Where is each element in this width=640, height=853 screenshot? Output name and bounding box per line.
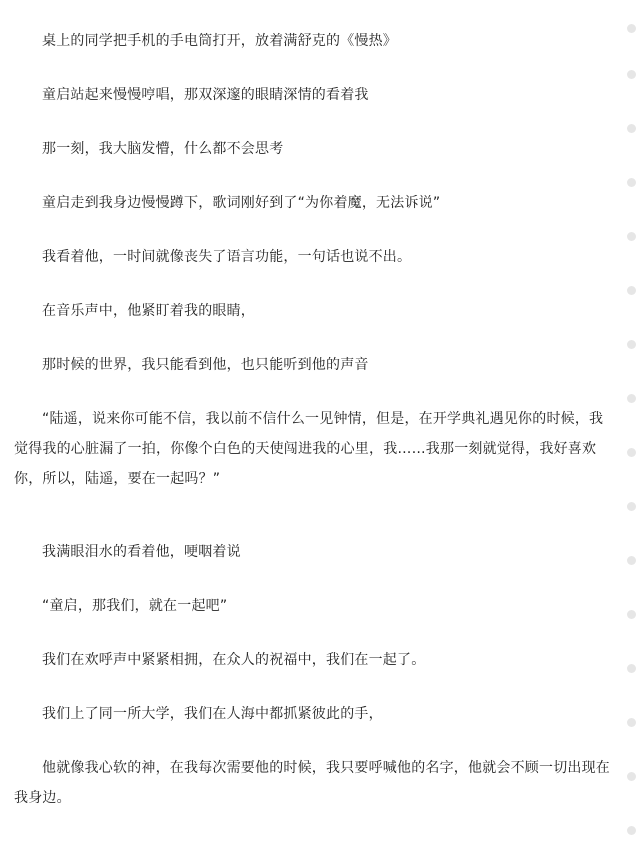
margin-dot xyxy=(627,178,636,187)
paragraph: 童启站起来慢慢哼唱，那双深邃的眼睛深情的看着我 xyxy=(42,87,369,103)
margin-dot xyxy=(627,718,636,727)
margin-dot xyxy=(627,24,636,33)
margin-dot xyxy=(627,286,636,295)
paragraph: 那一刻，我大脑发懵，什么都不会思考 xyxy=(42,141,284,157)
margin-dot xyxy=(627,124,636,133)
margin-dot xyxy=(627,772,636,781)
paragraph: 童启走到我身边慢慢蹲下，歌词刚好到了“为你着魔，无法诉说” xyxy=(42,195,441,211)
margin-dot xyxy=(627,70,636,79)
margin-dot xyxy=(627,664,636,673)
paragraph: 桌上的同学把手机的手电筒打开，放着满舒克的《慢热》 xyxy=(42,33,397,49)
margin-dot xyxy=(627,340,636,349)
margin-dot xyxy=(627,394,636,403)
paragraph: 我看着他，一时间就像丧失了语言功能，一句话也说不出。 xyxy=(42,249,412,265)
margin-dot xyxy=(627,502,636,511)
paragraph: “陆遥，说来你可能不信，我以前不信什么一见钟情，但是，在开学典礼遇见你的时候，我觉得我的心脏漏了一拍，你像个白色的天使闯进我的心里，我……我那一刻就觉得，我好喜欢你，所以，陆遥，要在一起吗？” xyxy=(14,411,604,487)
margin-dot xyxy=(627,232,636,241)
margin-dot xyxy=(627,826,636,835)
paragraph: 他就像我心软的神，在我每次需要他的时候，我只要呼喊他的名字，他就会不顾一切出现在我身边。 xyxy=(14,760,610,806)
margin-dot xyxy=(627,556,636,565)
paragraph: 我们在欢呼声中紧紧相拥，在众人的祝福中，我们在一起了。 xyxy=(42,652,426,668)
paragraph: “童启，那我们，就在一起吧” xyxy=(42,598,228,614)
margin-dots xyxy=(624,0,640,853)
margin-dot xyxy=(627,448,636,457)
paragraph: 那时候的世界，我只能看到他，也只能听到他的声音 xyxy=(42,357,369,373)
paragraph: 在音乐声中，他紧盯着我的眼睛， xyxy=(42,303,255,319)
paragraph: 我满眼泪水的看着他，哽咽着说 xyxy=(42,544,241,560)
margin-dot xyxy=(627,610,636,619)
paragraph: 我们上了同一所大学，我们在人海中都抓紧彼此的手， xyxy=(42,706,383,722)
